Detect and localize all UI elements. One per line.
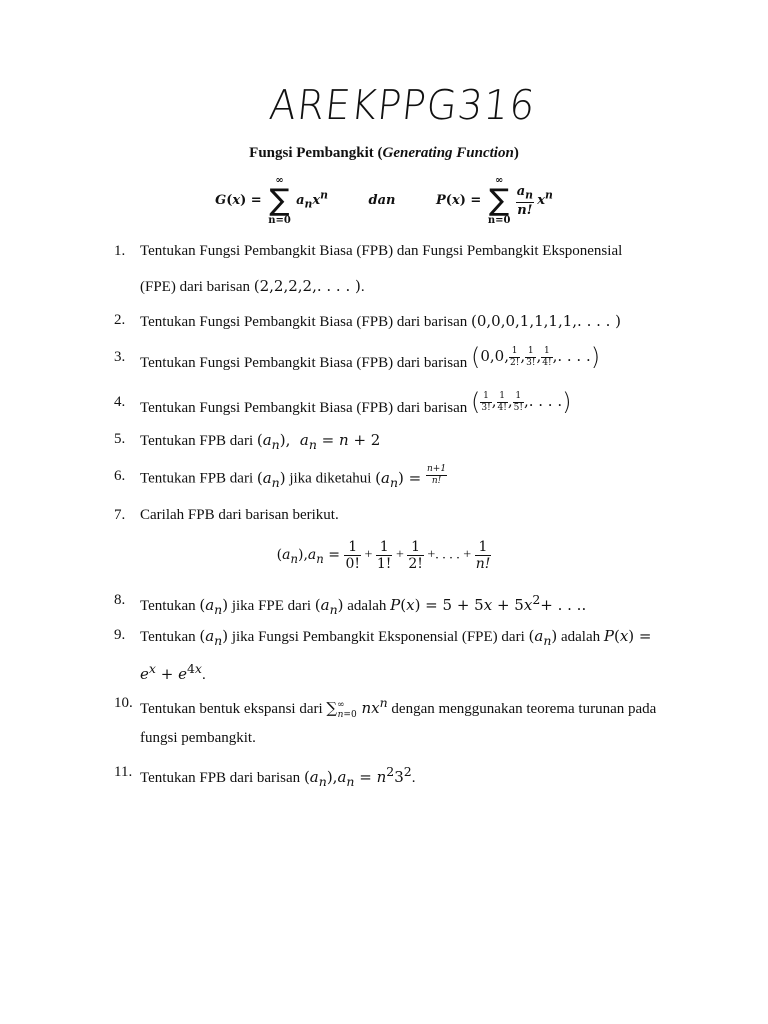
definition-formula: G(x) = ∞ ∑ n=0 $a_nx^n$ dan P(x) = ∞ ∑ n=0 $\frac{a_n}{n!}$ $x^n$ <box>215 175 553 226</box>
document-page: AREKPPG316 Fungsi Pembangkit (Generating Function) G(x) = ∞ ∑ n=0 $a_nx^n$ dan P(x) = ∞ ∑ n=0 $\frac{a_n}{n!}$ $x^n$ 1. Tentukan Fungsi Pembangkit Biasa (FPB) dan Fungsi Pembangkit Eksponensial (FPE) dari barisan (2,2,2,2,. . . . ). 2. Tentukan Fungsi Pembangkit Biasa (FPB) dari barisan (0,0,0,1,1,1,1,. . . . ) 3. Tentukan Fungsi Pembangkit Biasa (FPB) dari barisan (0,0, $\frac{1}{2!}$ , $\frac{1}{3!}$ , $\frac{1}{4!}$ ,. . . .) 4. Tentukan Fungsi Pembangkit Biasa (FPB) dari barisan ( $\frac{1}{3!}$ , $\frac{1}{4!}$ , $\frac{1}{5!}$ ,. . . .) 5. Tentukan FPB dari $(a_n)$, $a_n = n + 2$ 6. Tentukan FPB dari $(a_n)$ jika diketahui $(a_n)$ = $\frac{n+1}{n!}$ 7. Carilah FPB dari barisan berikut. $(a_n),a_n$ = $\frac{1}{0!}$ + $\frac{1}{1!}$ + $\frac{1}{2!}$ +. . . . + $\frac{1}{n!}$ 8. Tentukan $(a_n)$ jika FPE dari $(a_n)$ adalah $P(x) = 5 + 5x + 5x^2+$ . . .. 9. Tentukan $(a_n)$ jika Fungsi Pembangkit Eksponensial (FPE) dari $(a_n)$ adalah P(x) = $e^x + e^{4x}$. 10. Tentukan bentuk ekspansi dari $\sum^\infty_{n=0}$ $nx^n$ dengan menggunakan teorema turunan pada fungsi pembangkit. 11. Tentukan FPB dari barisan $(a_n),a_n = n^23^2$. <box>0 0 768 1024</box>
handwritten-title: AREKPPG316 <box>267 82 538 130</box>
problem-7-equation: $(a_n),a_n$ = $\frac{1}{0!}$ + $\frac{1}{1!}$ + $\frac{1}{2!}$ +. . . . + $\frac{1}{n!}$ <box>276 539 491 572</box>
problem-1-continued: (FPE) dari barisan (2,2,2,2,. . . . ). <box>140 277 365 295</box>
subtitle <box>0 145 768 162</box>
subtitle-close: ) <box>513 145 519 161</box>
subtitle-italic: Generating Function <box>382 145 514 161</box>
sum-symbol: ∞ ∑ n=0 <box>487 175 511 226</box>
problem-9-continued: $e^x + e^{4x}$. <box>140 661 206 683</box>
subtitle-main: Fungsi Pembangkit ( <box>249 145 383 161</box>
problem-10-continued: fungsi pembangkit. <box>140 730 256 746</box>
sum-symbol: ∞ ∑ n=0 <box>268 175 291 226</box>
conjunction: dan <box>368 192 396 208</box>
